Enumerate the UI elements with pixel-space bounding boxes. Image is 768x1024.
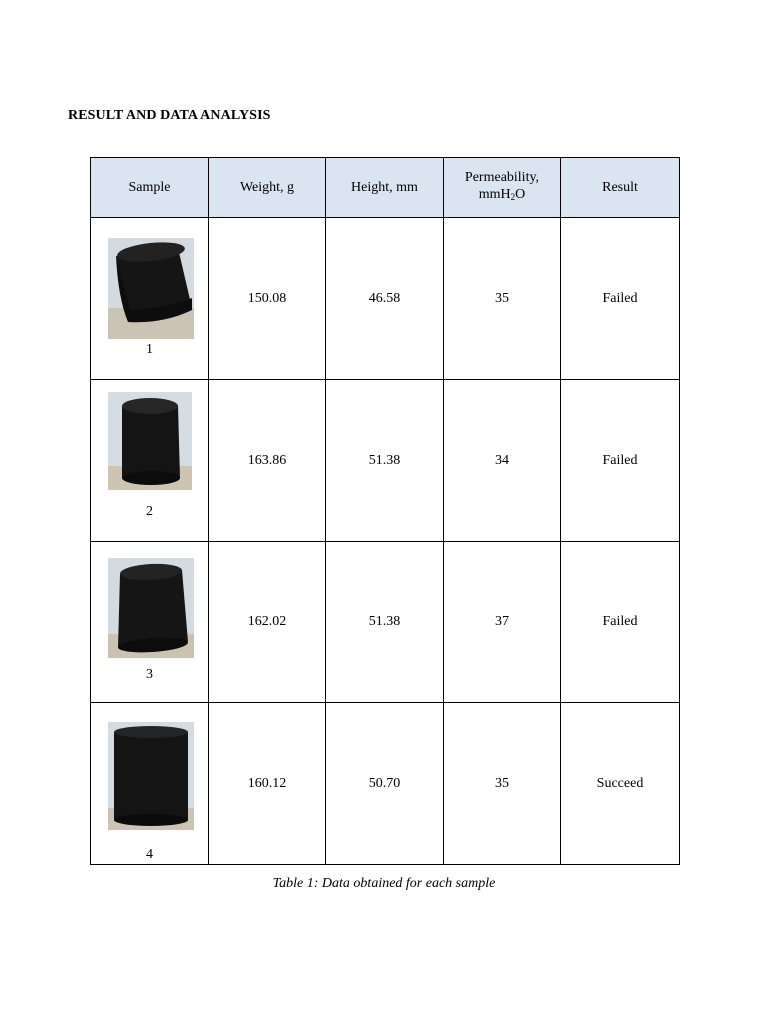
header-weight: Weight, g	[209, 158, 326, 218]
header-permeability-label: Permeability,	[464, 170, 540, 185]
weight-cell: 150.08	[209, 218, 326, 380]
weight-cell: 162.02	[209, 542, 326, 703]
table-row	[91, 218, 680, 380]
permeability-cell: 35	[444, 703, 561, 865]
sample-number: 4	[146, 847, 153, 862]
result-cell: Succeed	[561, 703, 680, 865]
height-cell: 51.38	[326, 380, 444, 542]
header-sample: Sample	[91, 158, 209, 218]
header-height: Height, mm	[326, 158, 444, 218]
header-permeability	[444, 158, 561, 218]
sample-photo	[108, 392, 192, 490]
section-title: RESULT AND DATA ANALYSIS	[68, 108, 271, 123]
table-caption: Table 1: Data obtained for each sample	[272, 876, 496, 891]
sample-cell	[91, 703, 209, 865]
sample-cell	[91, 542, 209, 703]
height-cell: 50.70	[326, 703, 444, 865]
weight-cell: 163.86	[209, 380, 326, 542]
weight-cell: 160.12	[209, 703, 326, 865]
results-table	[90, 157, 680, 865]
table-row	[91, 542, 680, 703]
height-cell: 51.38	[326, 542, 444, 703]
permeability-cell: 37	[444, 542, 561, 703]
sample-number: 1	[146, 342, 153, 357]
result-cell: Failed	[561, 380, 680, 542]
result-cell: Failed	[561, 542, 680, 703]
result-cell: Failed	[561, 218, 680, 380]
sample-cell	[91, 218, 209, 380]
sample-photo	[108, 558, 194, 658]
sample-cell	[91, 380, 209, 542]
sample-number: 3	[146, 667, 153, 682]
sample-number: 2	[146, 504, 153, 519]
sample-photo	[108, 238, 194, 339]
permeability-cell: 34	[444, 380, 561, 542]
table-row	[91, 703, 680, 865]
height-cell: 46.58	[326, 218, 444, 380]
permeability-cell: 35	[444, 218, 561, 380]
header-result: Result	[561, 158, 680, 218]
header-permeability-unit: mmH$_2$O	[478, 187, 526, 202]
table-row	[91, 380, 680, 542]
table-header-row	[91, 158, 680, 218]
sample-photo	[108, 722, 194, 830]
